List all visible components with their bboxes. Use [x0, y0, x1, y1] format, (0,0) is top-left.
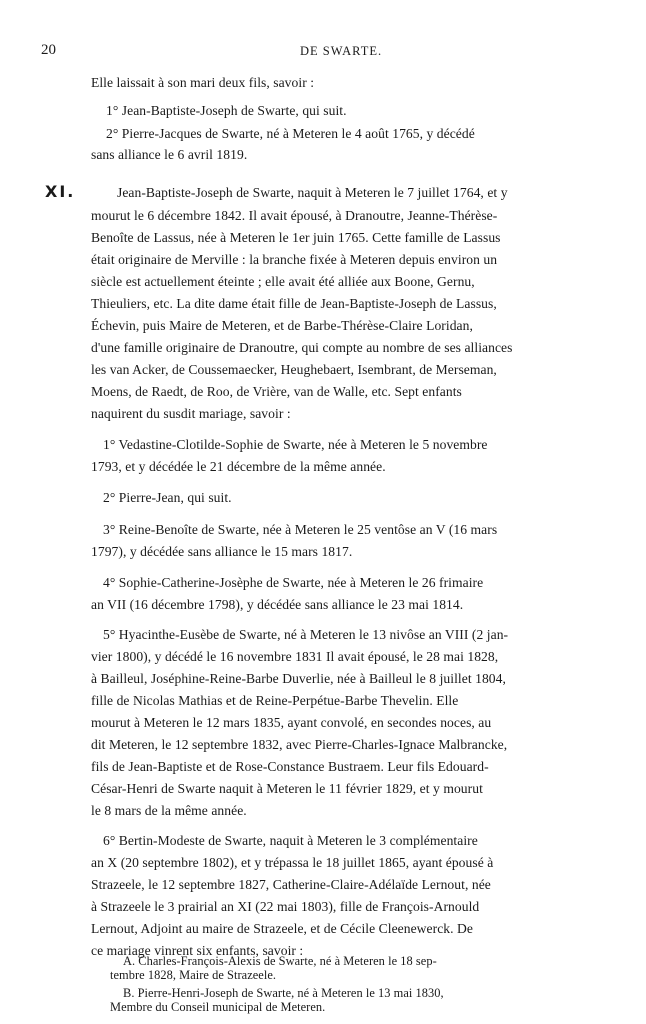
section-line: siècle est actuellement éteinte ; elle avait été alliée aux Boone, Gernu, [91, 274, 475, 289]
child-6-line: Lernout, Adjoint au maire de Strazeele, et de Cécile Cleenewerck. De [91, 921, 473, 936]
page-number: 20 [41, 42, 56, 58]
child-6-line: à Strazeele le 3 prairial an XI (22 mai 1803), fille de François-Arnould [91, 899, 480, 914]
child-2-line: 2° Pierre-Jean, qui suit. [103, 490, 232, 505]
intro-line: 2° Pierre-Jacques de Swarte, né à Meteren le 4 août 1765, y décédé [106, 126, 475, 141]
child-4-line: an VII (16 décembre 1798), y décédée sans alliance le 23 mai 1814. [91, 597, 464, 612]
child-5-line: fille de Nicolas Mathias et de Reine-Perpétue-Barbe Thevelin. Elle [91, 693, 459, 708]
grandchild-b-line: B. Pierre-Henri-Joseph de Swarte, né à Meteren le 13 mai 1830, [123, 986, 444, 1000]
child-5-line: vier 1800), y décédé le 16 novembre 1831 Il avait épousé, le 28 mai 1828, [91, 649, 499, 664]
section-line: naquirent du susdit mariage, savoir : [91, 406, 291, 421]
child-5-line: César-Henri de Swarte naquit à Meteren le 11 février 1829, et y mourut [91, 781, 483, 796]
intro-line: Elle laissait à son mari deux fils, savoir : [91, 75, 315, 90]
grandchild-a-line: A. Charles-François-Alexis de Swarte, né à Meteren le 18 sep- [123, 954, 437, 968]
child-5-line: fils de Jean-Baptiste et de Rose-Constance Bustraem. Leur fils Edouard- [91, 759, 489, 774]
child-3-line: 3° Reine-Benoîte de Swarte, née à Meteren le 25 ventôse an V (16 mars [103, 522, 498, 537]
section-line: Jean-Baptiste-Joseph de Swarte, naquit à Meteren le 7 juillet 1764, et y [117, 185, 508, 200]
child-6-line: an X (20 septembre 1802), et y trépassa le 18 juillet 1865, ayant épousé à [91, 855, 494, 870]
section-line: était originaire de Merville : la branche fixée à Meteren depuis environ un [91, 252, 498, 267]
section-line: d'une famille originaire de Dranoutre, qui compte au nombre de ses alliances [91, 340, 513, 355]
child-6-line: ce mariage vinrent six enfants, savoir : [91, 943, 304, 958]
child-6-line: 6° Bertin-Modeste de Swarte, naquit à Meteren le 3 complémentaire [103, 833, 478, 848]
section-numeral: XI. [45, 182, 76, 201]
child-5-line: à Bailleul, Joséphine-Reine-Barbe Duverlie, née à Bailleul le 8 juillet 1804, [91, 671, 506, 686]
section-line: les van Acker, de Coussemaecker, Heughebaert, Isembrant, de Merseman, [91, 362, 497, 377]
section-line: mourut le 6 décembre 1842. Il avait épousé, à Dranoutre, Jeanne-Thérèse- [91, 208, 498, 223]
child-6-line: Strazeele, le 12 septembre 1827, Catherine-Claire-Adélaïde Lernout, née [91, 877, 491, 892]
intro-line: 1° Jean-Baptiste-Joseph de Swarte, qui suit. [106, 103, 347, 118]
child-1-line: 1793, et y décédée le 21 décembre de la même année. [91, 459, 386, 474]
section-line: Benoîte de Lassus, née à Meteren le 1er juin 1765. Cette famille de Lassus [91, 230, 501, 245]
child-5-line: le 8 mars de la même année. [91, 803, 247, 818]
section-line: Échevin, puis Maire de Meteren, et de Barbe-Thérèse-Claire Loridan, [91, 318, 473, 333]
grandchild-b-line-2: Membre du Conseil municipal de Meteren. [110, 1000, 326, 1014]
intro-line: sans alliance le 6 avril 1819. [91, 147, 248, 162]
child-5-line: mourut à Meteren le 12 mars 1835, ayant convolé, en secondes noces, au [91, 715, 492, 730]
child-3-line: 1797), y décédée sans alliance le 15 mars 1817. [91, 544, 353, 559]
child-5-line: 5° Hyacinthe-Eusèbe de Swarte, né à Meteren le 13 nivôse an VIII (2 jan- [103, 627, 509, 642]
child-4-line: 4° Sophie-Catherine-Josèphe de Swarte, née à Meteren le 26 frimaire [103, 575, 484, 590]
child-1-line: 1° Vedastine-Clotilde-Sophie de Swarte, née à Meteren le 5 novembre [103, 437, 488, 452]
section-line: Thieuliers, etc. La dite dame était fille de Jean-Baptiste-Joseph de Lassus, [91, 296, 497, 311]
grandchild-a-line: tembre 1828, Maire de Strazeele. [110, 968, 277, 982]
child-5-line: dit Meteren, le 12 septembre 1832, avec Pierre-Charles-Ignace Malbrancke, [91, 737, 508, 752]
section-line: Moens, de Raedt, de Roo, de Vrière, van de Walle, etc. Sept enfants [91, 384, 462, 399]
running-title: DE SWARTE. [300, 44, 383, 58]
